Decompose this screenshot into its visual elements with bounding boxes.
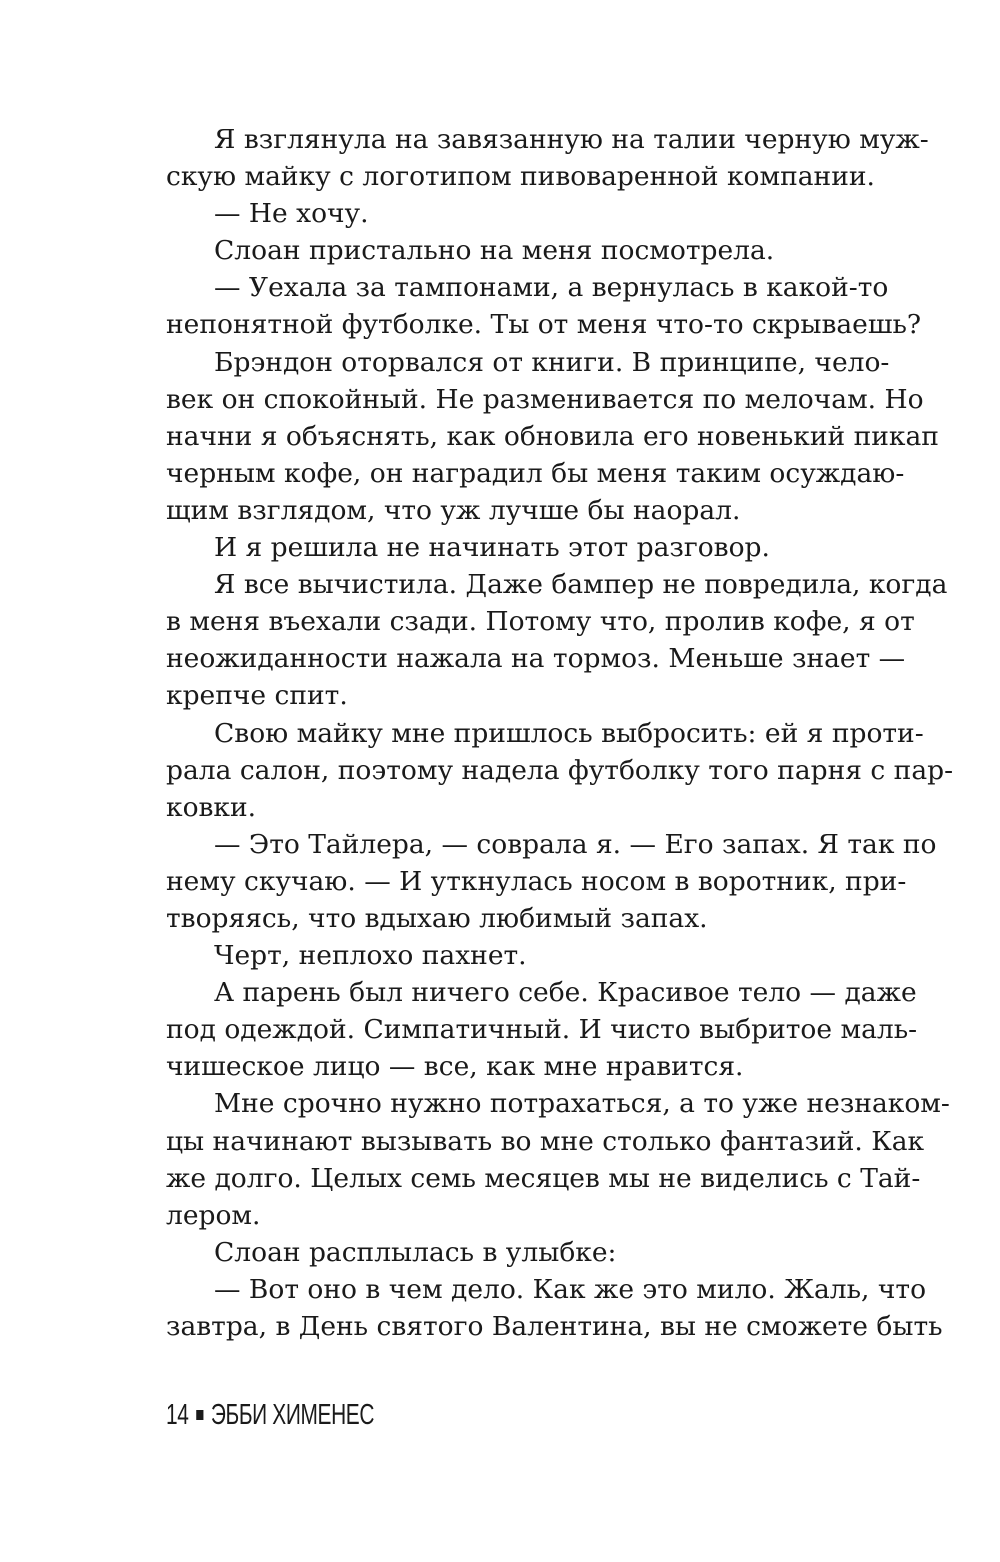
text-line: скую майку с логотипом пивоваренной компании. — [166, 161, 875, 193]
text-line: век он спокойный. Не разменивается по мелочам. Но — [166, 383, 924, 415]
text-line: Я все вычистила. Даже бампер не повредила, когда — [214, 569, 948, 601]
text-line: лером. — [166, 1199, 261, 1231]
text-line: черным кофе, он наградил бы меня таким осуждаю- — [166, 457, 905, 489]
text-line: рала салон, поэтому надела футболку того парня с пар- — [166, 754, 954, 786]
footer-separator-square — [196, 1410, 203, 1420]
text-line: крепче спит. — [166, 680, 348, 712]
page-footer — [166, 1397, 374, 1433]
text-line: начни я объяснять, как обновила его новенький пикап — [166, 420, 939, 452]
text-line: — Это Тайлера, — соврала я. — Его запах. Я так по — [214, 828, 937, 860]
text-line: — Вот оно в чем дело. Как же это мило. Жаль, что — [214, 1273, 927, 1305]
text-line: цы начинают вызывать во мне столько фантазий. Как — [166, 1125, 925, 1157]
text-line: И я решила не начинать этот разговор. — [214, 532, 770, 564]
text-line: А парень был ничего себе. Красивое тело — даже — [214, 977, 917, 1009]
text-line: щим взглядом, что уж лучше бы наорал. — [166, 494, 741, 526]
text-line: творяясь, что вдыхаю любимый запах. — [166, 902, 708, 934]
text-line: — Не хочу. — [214, 198, 369, 230]
text-line: Я взглянула на завязанную на талии черную муж- — [214, 124, 929, 155]
text-line: Слоан пристально на меня посмотрела. — [214, 235, 775, 267]
page-number: 14 — [166, 1398, 189, 1431]
text-line: ковки. — [166, 791, 257, 823]
running-head-author: ЭББИ ХИМЕНЕС — [210, 1398, 375, 1431]
text-line: Слоан расплылась в улыбке: — [214, 1236, 617, 1268]
body-text — [166, 121, 954, 1345]
text-line: же долго. Целых семь месяцев мы не виделись с Тай- — [166, 1162, 921, 1194]
text-line: Мне срочно нужно потрахаться, а то уже незнаком- — [214, 1088, 950, 1120]
text-line: завтра, в День святого Валентина, вы не сможете быть — [166, 1311, 943, 1342]
text-line: Брэндон оторвался от книги. В принципе, чело- — [214, 346, 890, 378]
text-line: чишеское лицо — все, как мне нравится. — [166, 1051, 744, 1083]
text-line: неожиданности нажала на тормоз. Меньше знает — — [166, 643, 906, 675]
text-line: нему скучаю. — И уткнулась носом в воротник, при- — [166, 865, 907, 897]
text-line: — Уехала за тампонами, а вернулась в какой-то — [214, 272, 889, 304]
text-line: Черт, неплохо пахнет. — [214, 940, 527, 972]
text-line: в меня въехали сзади. Потому что, пролив кофе, я от — [166, 606, 915, 638]
text-line: Свою майку мне пришлось выбросить: ей я проти- — [214, 717, 924, 749]
text-line: под одеждой. Симпатичный. И чисто выбритое маль- — [166, 1014, 918, 1046]
text-line: непонятной футболке. Ты от меня что-то скрываешь? — [166, 309, 922, 341]
